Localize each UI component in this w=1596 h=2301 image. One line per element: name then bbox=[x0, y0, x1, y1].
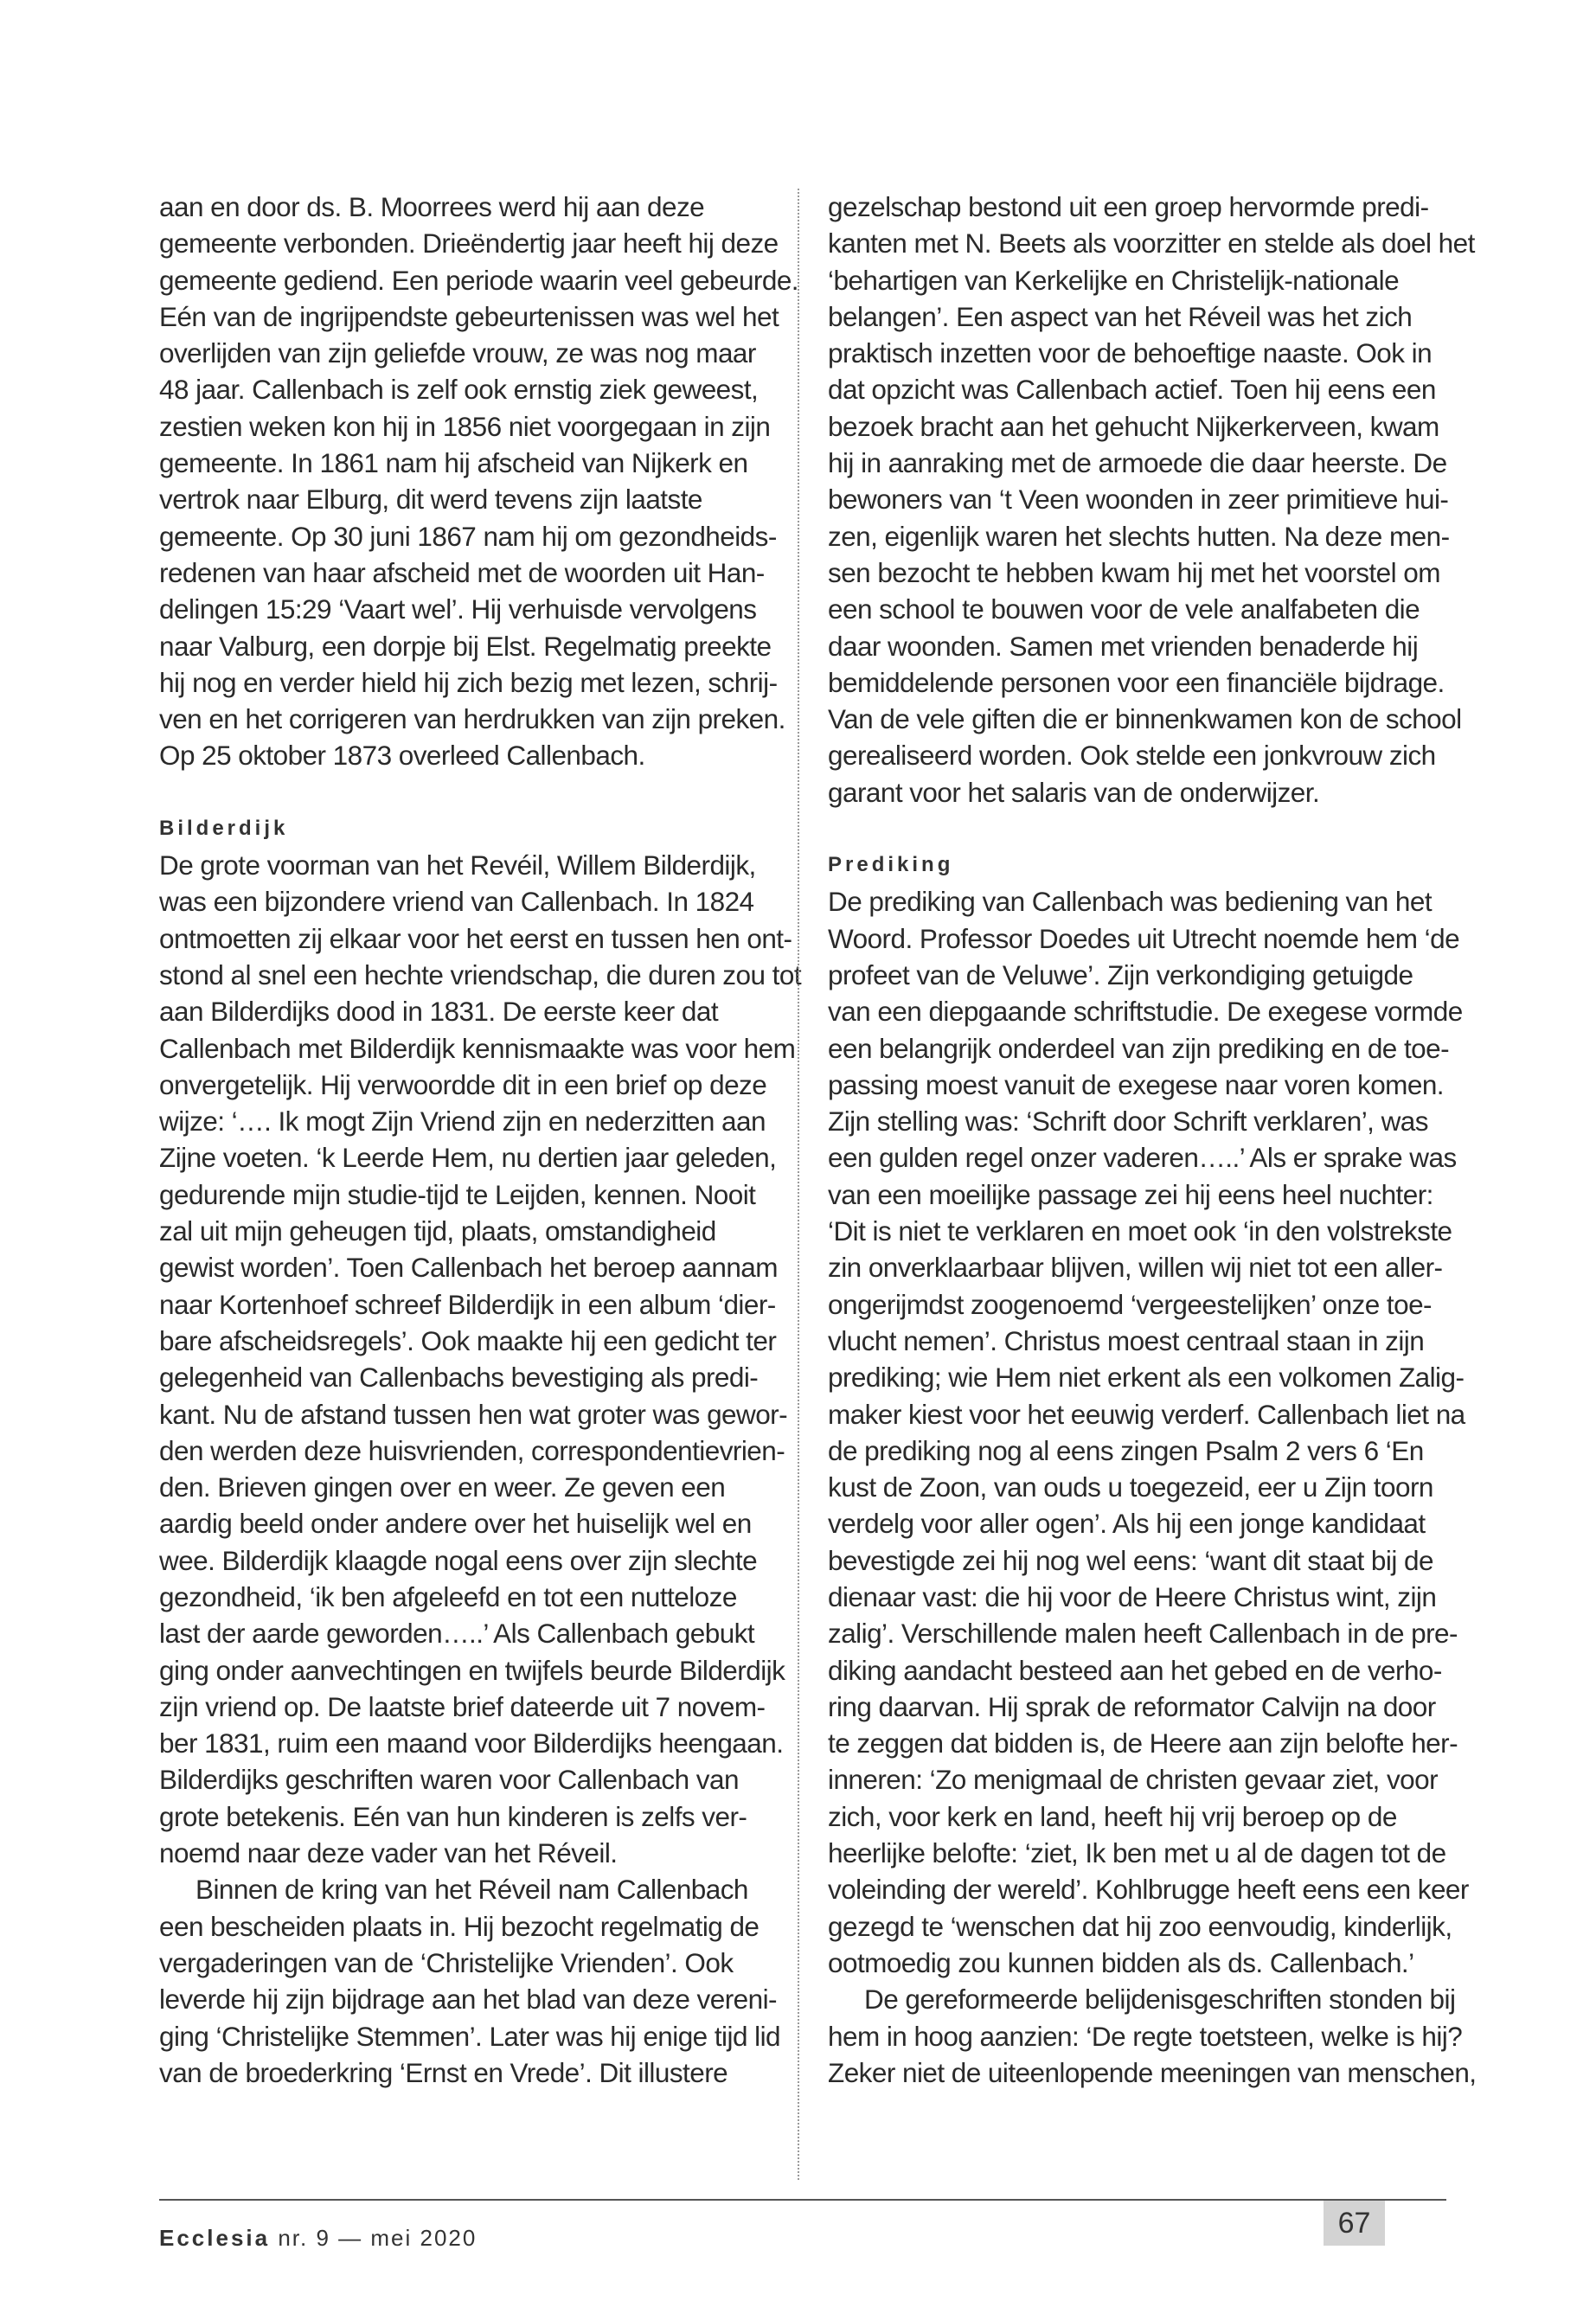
text-line: Bilderdijks geschriften waren voor Callenbach van bbox=[159, 1764, 739, 1796]
text-line: onvergetelijk. Hij verwoordde dit in een brief op deze bbox=[159, 1068, 767, 1100]
text-line: was een bijzondere vriend van Callenbach. In 1824 bbox=[159, 886, 754, 918]
text-line: een belangrijk onderdeel van zijn prediking en de toe- bbox=[828, 1032, 1450, 1064]
text-line: hij nog en verder hield hij zich bezig met lezen, schrij- bbox=[159, 666, 778, 698]
intro-text bbox=[159, 189, 799, 774]
text-line: den. Brieven gingen over en weer. Ze geven een bbox=[159, 1471, 726, 1503]
section-text-bilderdijk bbox=[159, 847, 802, 1871]
text-line: Zeker niet de uiteenlopende meeningen van menschen, bbox=[828, 2056, 1477, 2088]
text-line: ging onder aanvechtingen en twijfels beurde Bilderdijk bbox=[159, 1654, 785, 1686]
text-line: dat opzicht was Callenbach actief. Toen hij eens een bbox=[828, 374, 1436, 406]
text-line: zal uit mijn geheugen tijd, plaats, omstandigheid bbox=[159, 1215, 716, 1247]
text-line: Zijn stelling was: ‘Schrift door Schrift verklaren’, was bbox=[828, 1106, 1428, 1138]
text-line: gemeente. Op 30 juni 1867 nam hij om gezondheids- bbox=[159, 520, 777, 552]
text-line: praktisch inzetten voor de behoeftige naaste. Ook in bbox=[828, 337, 1433, 369]
footer-publication bbox=[159, 2225, 477, 2252]
page-number: 67 bbox=[1337, 2207, 1371, 2240]
text-line: Op 25 oktober 1873 overleed Callenbach. bbox=[159, 740, 645, 772]
text-line: bemiddelende personen voor een financiële bijdrage. bbox=[828, 666, 1445, 698]
magazine-name: Ecclesia bbox=[159, 2225, 271, 2251]
section-text-prediking bbox=[828, 883, 1469, 1981]
text-line: naar Kortenhoef schreef Bilderdijk in een album ‘dier- bbox=[159, 1288, 776, 1320]
text-line: Van de vele giften die er binnenkwamen kon de school bbox=[828, 703, 1462, 735]
text-line: inneren: ‘Zo menigmaal de christen gevaar ziet, voor bbox=[828, 1764, 1439, 1796]
text-line: gewist worden’. Toen Callenbach het beroep aannam bbox=[159, 1252, 778, 1284]
text-line: diking aandacht besteed aan het gebed en de verho- bbox=[828, 1654, 1442, 1686]
text-line: noemd naar deze vader van het Réveil. bbox=[159, 1837, 618, 1869]
text-line: een gulden regel onzer vaderen…..’ Als er sprake was bbox=[828, 1142, 1457, 1174]
text-line: bare afscheidsregels’. Ook maakte hij een gedicht ter bbox=[159, 1324, 777, 1356]
text-line: een bescheiden plaats in. Hij bezocht regelmatig de bbox=[159, 1910, 760, 1942]
text-line: last der aarde geworden…..’ Als Callenbach gebukt bbox=[159, 1618, 755, 1650]
text-line: gemeente verbonden. Drieëndertig jaar heeft hij deze bbox=[159, 228, 779, 260]
text-line: verdelg voor aller ogen’. Als hij een jonge kandidaat bbox=[828, 1508, 1426, 1540]
text-line: ongerijmdst zoogenoemd ‘vergeestelijken’ onze toe- bbox=[828, 1288, 1433, 1320]
text-line: Eén van de ingrijpendste gebeurtenissen was wel het bbox=[159, 300, 779, 332]
text-line: gedurende mijn studie-tijd te Leijden, kennen. Nooit bbox=[159, 1178, 756, 1210]
section-heading-bilderdijk: Bilderdijk bbox=[159, 816, 289, 840]
text-line: De grote voorman van het Revéil, Willem Bilderdijk, bbox=[159, 849, 756, 881]
text-line: hem in hoog aanzien: ‘De regte toetsteen, welke is hij? bbox=[828, 2020, 1463, 2052]
text-line: Callenbach met Bilderdijk kennismaakte was voor hem bbox=[159, 1032, 796, 1064]
text-line: leverde hij zijn bijdrage aan het blad van deze vereni- bbox=[159, 1984, 777, 2016]
text-line: zen, eigenlijk waren het slechts hutten. Na deze men- bbox=[828, 520, 1450, 552]
text-line: zalig’. Verschillende malen heeft Callenbach in de pre- bbox=[828, 1618, 1458, 1650]
text-line: sen bezocht te hebben kwam hij met het voorstel om bbox=[828, 556, 1440, 588]
text-line: passing moest vanuit de exegese naar voren komen. bbox=[828, 1068, 1444, 1100]
text-line: gerealiseerd worden. Ook stelde een jonkvrouw zich bbox=[828, 740, 1436, 772]
text-line: ven en het corrigeren van herdrukken van zijn preken. bbox=[159, 703, 785, 735]
text-line: zestien weken kon hij in 1856 niet voorgegaan in zijn bbox=[159, 410, 771, 442]
text-line: ber 1831, ruim een maand voor Bilderdijks heengaan. bbox=[159, 1727, 784, 1759]
text-line: voleinding der wereld’. Kohlbrugge heeft eens een keer bbox=[828, 1874, 1469, 1906]
text-line: aan en door ds. B. Moorrees werd hij aan deze bbox=[159, 191, 705, 222]
text-line: zin onverklaarbaar blijven, willen wij niet tot een aller- bbox=[828, 1252, 1443, 1284]
text-line: vertrok naar Elburg, dit werd tevens zijn laatste bbox=[159, 484, 702, 516]
text-line: zich, voor kerk en land, heeft hij vrij beroep op de bbox=[828, 1800, 1397, 1832]
text-line: wee. Bilderdijk klaagde nogal eens over zijn slechte bbox=[159, 1544, 758, 1576]
text-line: wijze: ‘…. Ik mogt Zijn Vriend zijn en nederzitten aan bbox=[159, 1106, 766, 1138]
text-line: naar Valburg, een dorpje bij Elst. Regelmatig preekte bbox=[159, 630, 772, 662]
section-heading-prediking: Prediking bbox=[828, 853, 954, 877]
text-line: bevestigde zei hij nog wel eens: ‘want dit staat bij de bbox=[828, 1544, 1433, 1576]
text-line: ‘behartigen van Kerkelijke en Christelijk-nationale bbox=[828, 264, 1400, 296]
text-line: hij in aanraking met de armoede die daar heerste. De bbox=[828, 447, 1447, 479]
text-line: bewoners van ‘t Veen woonden in zeer primitieve hui- bbox=[828, 484, 1449, 516]
text-line: gezelschap bestond uit een groep hervormde predi- bbox=[828, 191, 1429, 222]
text-line: gezondheid, ‘ik ben afgeleefd en tot een nutteloze bbox=[159, 1580, 737, 1612]
text-line: kanten met N. Beets als voorzitter en stelde als doel het bbox=[828, 228, 1475, 260]
text-line: garant voor het salaris van de onderwijzer. bbox=[828, 776, 1320, 808]
text-line: zijn vriend op. De laatste brief dateerde uit 7 novem- bbox=[159, 1690, 766, 1722]
text-line: gemeente. In 1861 nam hij afscheid van Nijkerk en bbox=[159, 447, 748, 479]
column-divider bbox=[798, 189, 799, 2180]
text-line: belangen’. Een aspect van het Réveil was het zich bbox=[828, 300, 1413, 332]
text-line: De prediking van Callenbach was bediening van het bbox=[828, 886, 1433, 918]
text-line: de prediking nog al eens zingen Psalm 2 vers 6 ‘En bbox=[828, 1434, 1424, 1466]
text-line: ontmoetten zij elkaar voor het eerst en tussen hen ont- bbox=[159, 922, 792, 954]
text-line: stond al snel een hechte vriendschap, die duren zou tot bbox=[159, 958, 802, 990]
text-line: Woord. Professor Doedes uit Utrecht noemde hem ‘de bbox=[828, 922, 1460, 954]
text-line: Binnen de kring van het Réveil nam Callenbach bbox=[195, 1874, 748, 1906]
text-line: vergaderingen van de ‘Christelijke Vrienden’. Ook bbox=[159, 1946, 734, 1978]
text-line: maker kiest voor het eeuwig verderf. Callenbach liet na bbox=[828, 1398, 1465, 1430]
text-line: aardig beeld onder andere over het huiselijk wel en bbox=[159, 1508, 752, 1540]
text-line: den werden deze huisvrienden, correspondentievrien- bbox=[159, 1434, 785, 1466]
text-line: 48 jaar. Callenbach is zelf ook ernstig ziek geweest, bbox=[159, 374, 759, 406]
text-line: aan Bilderdijks dood in 1831. De eerste keer dat bbox=[159, 996, 719, 1028]
left-column bbox=[159, 189, 802, 2091]
text-line: ging ‘Christelijke Stemmen’. Later was hij enige tijd lid bbox=[159, 2020, 780, 2052]
text-line: Zijne voeten. ‘k Leerde Hem, nu dertien jaar geleden, bbox=[159, 1142, 777, 1174]
text-line: ‘Dit is niet te verklaren en moet ook ‘in den volstrekste bbox=[828, 1215, 1452, 1247]
footer-rule bbox=[159, 2199, 1446, 2201]
text-line: profeet van de Veluwe’. Zijn verkondiging getuigde bbox=[828, 958, 1413, 990]
text-line: daar woonden. Samen met vrienden benaderde hij bbox=[828, 630, 1419, 662]
text-line: een school te bouwen voor de vele analfabeten die bbox=[828, 593, 1420, 625]
text-line: vlucht nemen’. Christus moest centraal staan in zijn bbox=[828, 1324, 1425, 1356]
page-number-box bbox=[1324, 2201, 1385, 2246]
text-line: gemeente gediend. Een periode waarin veel gebeurde. bbox=[159, 264, 799, 296]
text-line: ring daarvan. Hij sprak de reformator Calvijn na door bbox=[828, 1690, 1436, 1722]
text-line: grote betekenis. Eén van hun kinderen is zelfs ver- bbox=[159, 1800, 747, 1832]
paragraph-reveil bbox=[159, 1871, 788, 2091]
text-line: te zeggen dat bidden is, de Heere aan zijn belofte her- bbox=[828, 1727, 1458, 1759]
text-line: kant. Nu de afstand tussen hen wat groter was gewor- bbox=[159, 1398, 788, 1430]
text-line: overlijden van zijn geliefde vrouw, ze was nog maar bbox=[159, 337, 756, 369]
text-line: ootmoedig zou kunnen bidden als ds. Callenbach.’ bbox=[828, 1946, 1414, 1978]
right-column bbox=[828, 189, 1477, 2091]
text-line: dienaar vast: die hij voor de Heere Christus wint, zijn bbox=[828, 1580, 1437, 1612]
text-line: van de broederkring ‘Ernst en Vrede’. Dit illustere bbox=[159, 2056, 728, 2088]
text-line: kust de Zoon, van ouds u toegezeid, eer u Zijn toorn bbox=[828, 1471, 1433, 1503]
text-line: De gereformeerde belijdenisgeschriften stonden bij bbox=[864, 1984, 1456, 2016]
text-line: bezoek bracht aan het gehucht Nijkerkerveen, kwam bbox=[828, 410, 1439, 442]
text-line: gelegenheid van Callenbachs bevestiging als predi- bbox=[159, 1362, 759, 1394]
text-line: van een diepgaande schriftstudie. De exegese vormde bbox=[828, 996, 1463, 1028]
text-line: redenen van haar afscheid met de woorden uit Han- bbox=[159, 556, 765, 588]
intro-text bbox=[828, 189, 1475, 811]
text-line: prediking; wie Hem niet erkent als een volkomen Zalig- bbox=[828, 1362, 1465, 1394]
text-line: van een moeilijke passage zei hij eens heel nuchter: bbox=[828, 1178, 1433, 1210]
text-line: heerlijke belofte: ‘ziet, Ik ben met u al de dagen tot de bbox=[828, 1837, 1446, 1869]
issue-label: nr. 9 — mei 2020 bbox=[278, 2225, 478, 2251]
text-line: delingen 15:29 ‘Vaart wel’. Hij verhuisde vervolgens bbox=[159, 593, 757, 625]
text-line: gezegd te ‘wenschen dat hij zoo eenvoudig, kinderlijk, bbox=[828, 1910, 1452, 1942]
paragraph-belijdenis bbox=[828, 1981, 1477, 2091]
